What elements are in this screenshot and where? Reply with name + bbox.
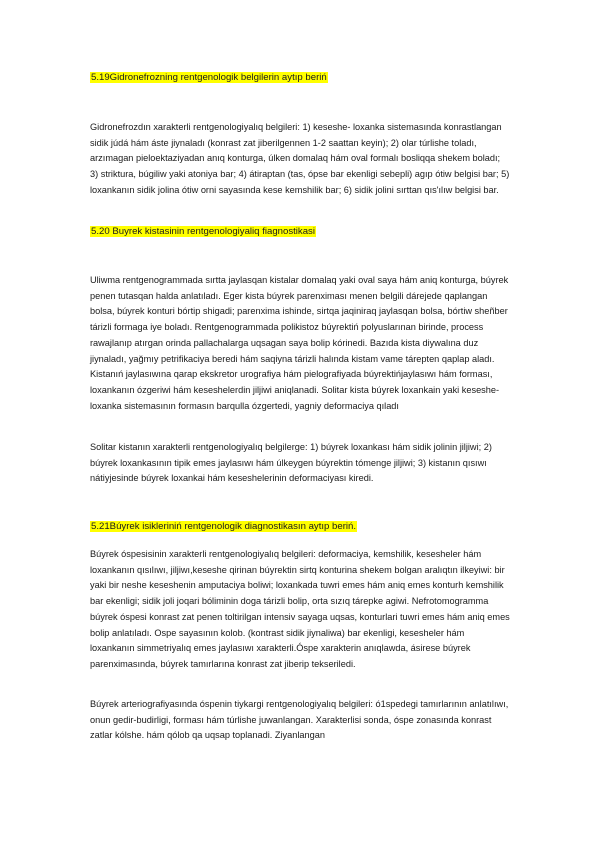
- paragraph-gidronefroz: Gidronefrozdın xarakterli rentgenologiyalıq belgileri: 1) keseshe- loxanka sistemasında konrastlangan sidik júdá hám áste jiynaladı (konrast zat jiberilgennen 1-2 saattan keyin); 2) olar túrlishe toladı, arzımagan pieloektaziyadan anıq konturga, úlken domalaq hám oval formalı bosliqqa shekem boladı; 3) striktura, búgiliw yaki atoniya bar; 4) átiraptan (tas, ópse bar ekenligi sebepli) agıp ótiw belgisi bar; 5) loxankanın sidik jolina ótiw orni sayasında kese kemshilik bar; 6) sidik jolini sırttan qıs'ılıw belgisi bar.: [90, 122, 510, 195]
- section-heading-5-19: [90, 71, 328, 85]
- paragraph-solitar-kista: Solitar kistanın xarakterli rentgenologiyalıq belgilerge: 1) búyrek loxankası hám sidik jolinin jiljiwi; 2) búyrek loxankasının tipik emes jaylasıwı hám úlkeygen búyrektin tómenge jiljiwi; 3) kistanın qısıwı nátiyjesinde búyrek loxankai hám keseshelerinin deformaciyası kiredi.: [90, 442, 492, 484]
- paragraph-ospe-belgileri: Búyrek óspesisinin xarakterli rentgenologiyalıq belgileri: deformaciya, kemshilik, kesesheler hám loxankanın qısılıwı, jiljiwı,keseshe qirinan búyrektin sirtq konturina shekem bolgan aralıqtın ilkeyiwi: bir yaki bir neshe keseshenin amputaciya boliwi; loxankada tuwri emes hám aniq emes konturh kemshilik bar ekenligi; sidik joli joqari bóliminin doga tárizli bolip, orta sızıq tárepke agiwi. Nefrotomogramma búyrek óspesi konrast zat penen toltirilgan intensiv sayaga uqsas, konturlari tuwri emes hám aniq emes bolip anlatıladı. Ospe sayasının kolob. (kontrast sidik jiynaliwa) bar ekenligi, kesesheler hám loxankanın simmetriyalıq emes jaylasıwı xarakterli.Óspe xarakterin anıqlawda, ásirese búyrek parenximasında, búyrek tamırlarına konrast zat jiberip tekseriledi.: [90, 549, 510, 669]
- highlighted-heading-text: 5.21Búyrek isikleriniń rentgenologik diagnostikasın aytıp beriń.: [91, 521, 357, 532]
- highlighted-heading-text: 5.19Gidronefrozning rentgenologik belgilerin aytıp beriń: [91, 72, 327, 83]
- paragraph-kista-general: Uliwma rentgenogrammada sırtta jaylasqan kistalar domalaq yaki oval saya hám aniq konturga, búyrek penen tutasqan halda anlatıladı. Eger kista búyrek parenximası menen belgili dárejede qaplangan bolsa, búyrek konturi bórtip shigadi; parenxima ishinde, sirtqa jaqiniraq jaylasqan bolsa, bórtiw sheñber tárizli formaga iye boladı. Rentgenogrammada polikistoz búyrektiń polyuslarınan birinde, process rawajlanıp atırgan orinda pallachalarga uqsagan saya bolip kórinedi. Bazıda kista diywalına duz jiynaladı, yağmıy petrifikaciya beredi hám saqiyna tárizli halında kistam vame tárepten qaplap aladı. Kistanıń jaylasıwına qarap ekskretor urografiya hám pielografiyada búyrektińjaylasıwı hám forması, loxankanın ózgeriwi hám keseshelerdin jiljiwi aniqlanadi. Solitar kista búyrek loxankain yaki keseshe-loxanka sistemasının formasın barqulla ózgertedi, yagniy deformaciya qıladı: [90, 275, 509, 411]
- highlighted-heading-text: 5.20 Buyrek kistasinin rentgenologiyaliq fiagnostikasi: [91, 226, 315, 237]
- section-heading-5-21: [90, 520, 357, 534]
- section-heading-5-20: [90, 225, 316, 239]
- paragraph-arteriografiya: Búyrek arteriografiyasında óspenin tiykargi rentgenologiyalıq belgileri: ó1spedegi tamırlarının anlatılıwı, onun gedir-budirligi, forması hám túrlishe juwanlangan. Xarakterlisi sonda, óspe zonasında konrast zatlar kólshe. hám qólob qa uqsap toplanadi. Ziyanlangan: [90, 699, 509, 741]
